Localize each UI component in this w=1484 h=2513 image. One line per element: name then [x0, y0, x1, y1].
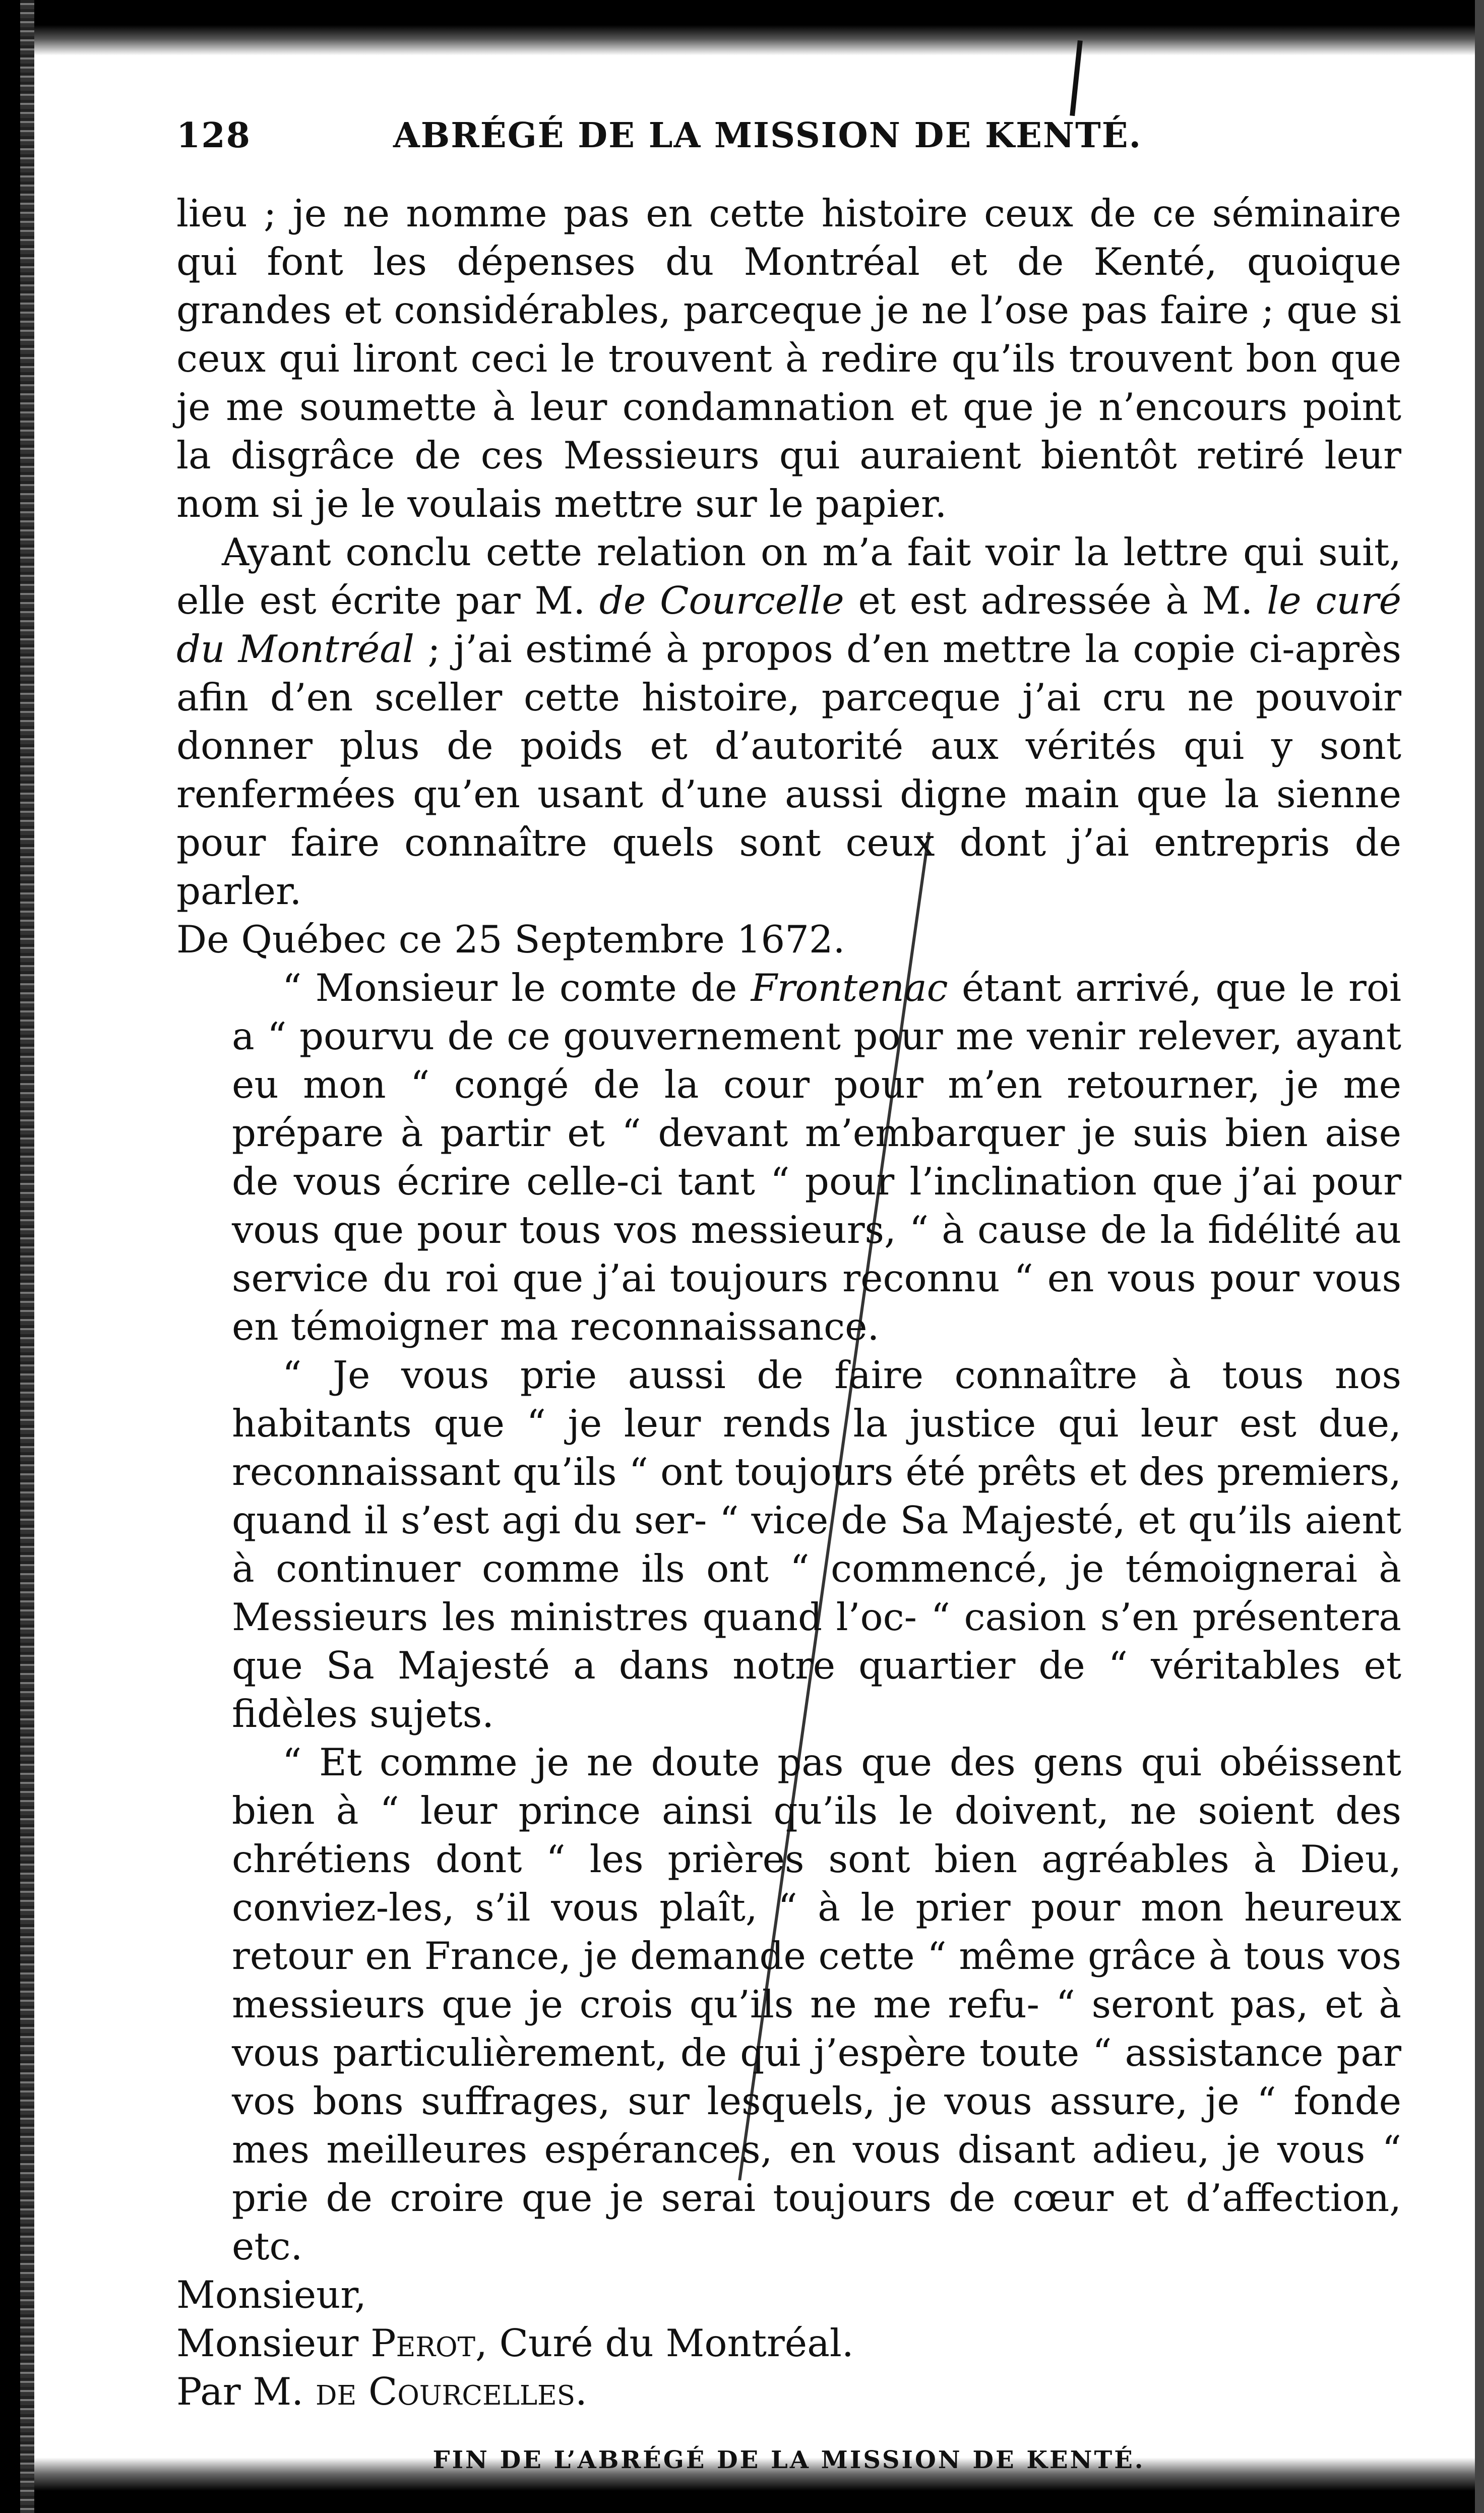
italic-name: le curé du Montréal — [176, 578, 1402, 671]
paragraph: lieu ; je ne nomme pas en cette histoire ceux de ce séminaire qui font les dépenses du Montréal et de Kenté, quoique grandes et considérables, parceque je ne l’ose pas faire ; que si ceux qui liront ceci le trouvent à redire qu’ils trouvent bon que je me soumette à leur condamnation et que je n’encours point la disgrâce de ces Messieurs qui auraient bientôt retiré leur nom si je le voulais mettre sur le papier. — [176, 191, 1401, 526]
letter-paragraph — [176, 964, 1401, 1351]
page-number: 128 — [176, 115, 251, 156]
book-page — [176, 108, 1401, 2484]
letter-paragraph: “ Je vous prie aussi de faire connaître à tous nos habitants que “ je leur rends la justice qui leur est due, reconnaissant qu’ils “ ont toujours été prêts et des premiers, quand il s’est agi du ser- “ vice de Sa Majesté, et qu’ils aient à continuer comme ils ont “ commencé, je témoignerai à Messieurs les ministres quand l’oc- “ casion s’en présentera que Sa Majesté a dans notre quartier de “ véritables et fidèles sujets. — [232, 1353, 1401, 1736]
letter-signature — [176, 2367, 1401, 2416]
italic-name: de Courcelle — [599, 578, 844, 623]
scan-border-right — [1475, 0, 1484, 2513]
text-run: Monsieur — [176, 2321, 371, 2365]
colophon: FIN DE L’ABRÉGÉ DE LA MISSION DE KENTÉ. — [432, 2446, 1145, 2474]
addressee-name: Perot — [370, 2321, 475, 2365]
scan-border-left — [0, 0, 20, 2513]
text-run: Par M. — [176, 2369, 316, 2414]
scan-binding-edge — [20, 0, 34, 2513]
letter-paragraph: “ Et comme je ne doute pas que des gens qui obéissent bien à “ leur prince ainsi qu’ils le doivent, ne soient des chrétiens dont “ les prières sont bien agréables à Dieu, conviez-les, s’il vous plaît, “ à le prier pour mon heureux retour en France, je demande cette “ même grâce à tous vos messieurs que je crois qu’ils ne me refu- “ seront pas, et à vous particulièrement, de qui j’espère toute “ assistance par vos bons suffrages, sur lesquels, je vous assure, je “ fonde mes meilleures espérances, en vous disant adieu, je vous “ prie de croire que je serai toujours de cœur et d’affection, etc. — [232, 1740, 1401, 2268]
scan-border-top — [0, 0, 1484, 55]
page-body — [176, 189, 1401, 2484]
page-header — [176, 108, 1401, 169]
letter-dateline: De Québec ce 25 Septembre 1672. — [176, 917, 845, 962]
text-run: et est adressée à M. — [844, 578, 1267, 623]
letter-salutation: Monsieur, — [176, 2272, 366, 2317]
italic-name: Frontenac — [751, 966, 948, 1010]
text-run: étant arrivé, que le roi a “ pourvu de ce gouvernement pour me venir relever, ayant eu mon “ congé de la cour pour m’en retourner, je me prépare à partir et “ devant m’embarquer je suis bien aise de vous écrire celle-ci tant “ pour l’inclination que j’ai pour vous que pour tous vos messieurs, “ à cause de la fidélité au service du roi que j’ai toujours reconnu “ en vous pour vous en témoigner ma reconnaissance. — [232, 966, 1401, 1349]
text-run: Ayant conclu cette relation on m’a fait voir la lettre qui suit, elle est écrite par M. — [176, 530, 1401, 623]
text-run: , Curé du Montréal. — [475, 2321, 854, 2365]
text-run: “ Monsieur le comte de — [282, 966, 751, 1010]
signer-name: de Courcelles. — [315, 2369, 587, 2414]
paragraph — [176, 528, 1401, 915]
letter-addressee — [176, 2319, 1401, 2367]
running-title: ABRÉGÉ DE LA MISSION DE KENTÉ. — [393, 115, 1142, 156]
text-run: ; j’ai estimé à propos d’en mettre la copie ci-après afin d’en sceller cette histoire, parceque j’ai cru ne pouvoir donner plus de poids et d’autorité aux vérités qui y sont renfermées qu’en usant d’une aussi digne main que la sienne pour faire connaître quels sont ceux dont j’ai entrepris de parler. — [176, 627, 1402, 913]
